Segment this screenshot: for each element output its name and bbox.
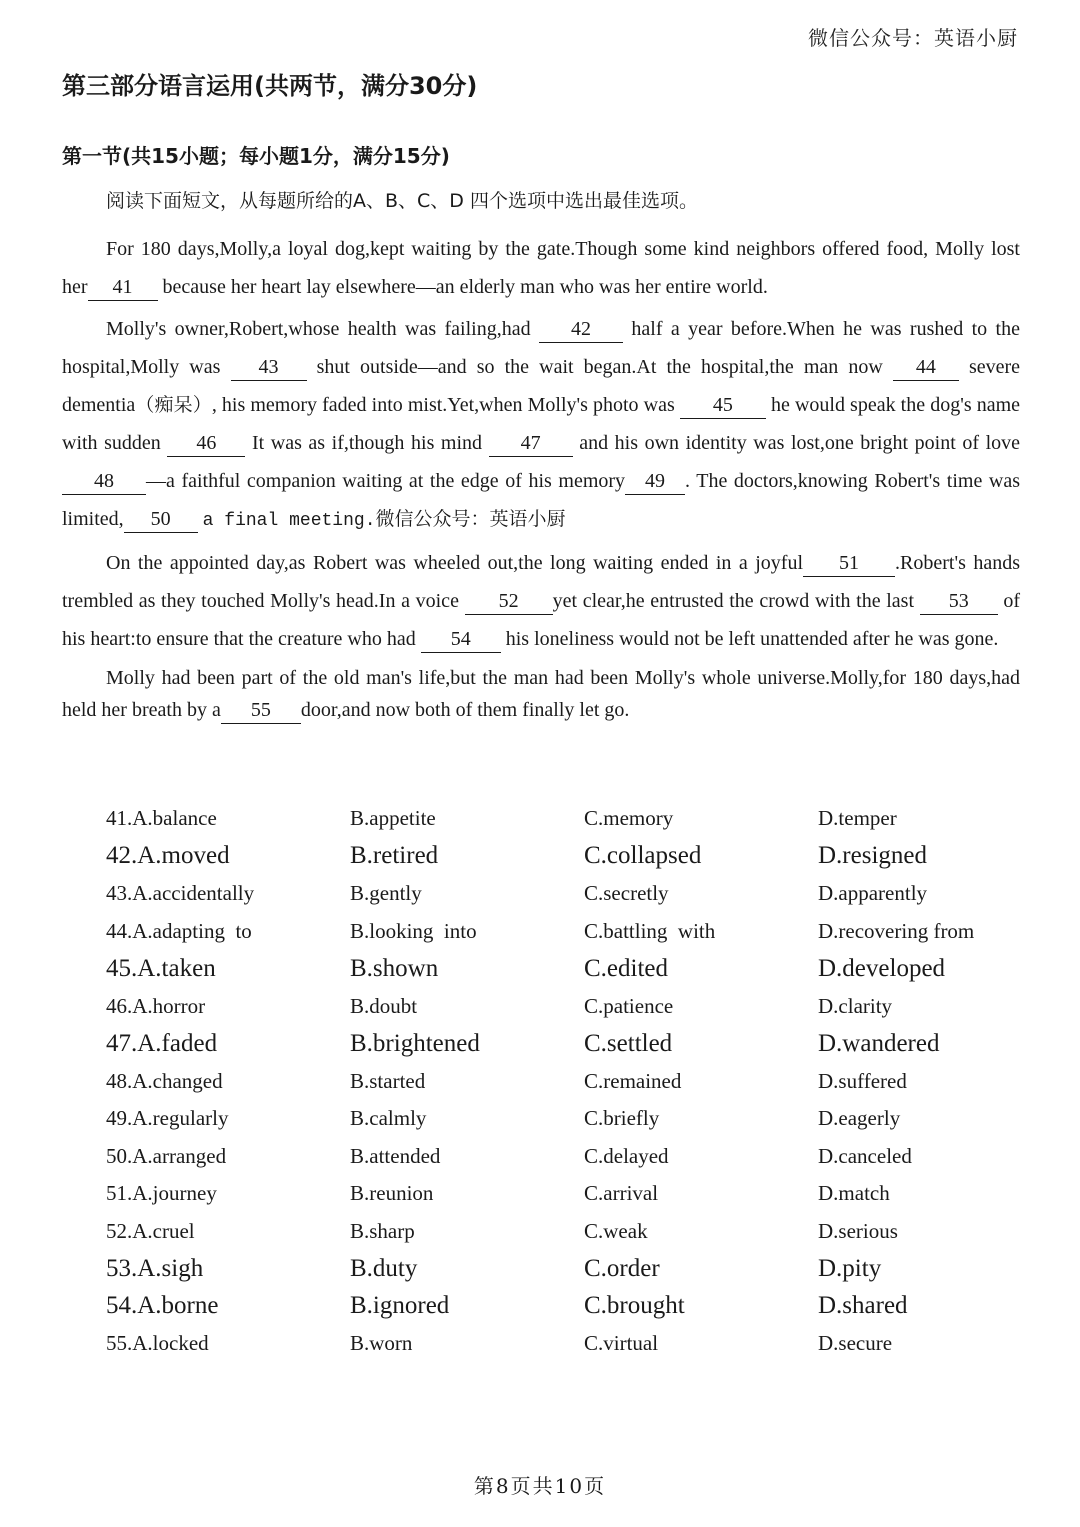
passage-text: his loneliness would not be left unattended after he was gone. <box>505 628 999 650</box>
option-b: B.shown <box>350 954 439 982</box>
blank-41: 41 <box>88 274 158 301</box>
option-b: B.worn <box>350 1331 413 1356</box>
option-a: 47.A.faded <box>106 1029 218 1057</box>
instruction: 阅读下面短文，从每题所给的A、B、C、D 四个选项中选出最佳选项。 <box>106 190 698 212</box>
blank-44: 44 <box>893 354 959 381</box>
option-d: D.clarity <box>818 993 893 1018</box>
option-c: C.remained <box>584 1068 682 1093</box>
option-row-42 <box>106 838 1026 876</box>
option-row-48 <box>106 1063 1026 1101</box>
blank-47: 47 <box>489 430 573 457</box>
option-c: C.collapsed <box>584 842 702 870</box>
option-b: B.doubt <box>350 993 418 1018</box>
blank-48: 48 <box>62 468 146 495</box>
option-b: B.attended <box>350 1143 441 1168</box>
paragraph-1 <box>62 230 1020 306</box>
option-d: D.recovering from <box>818 918 975 943</box>
option-b: B.appetite <box>350 806 436 831</box>
option-a: 54.A.borne <box>106 1292 219 1320</box>
blank-46: 46 <box>167 430 245 457</box>
option-c: C.weak <box>584 1218 648 1243</box>
passage-text: a final meeting. <box>202 511 376 531</box>
option-c: C.settled <box>584 1029 673 1057</box>
option-a: 53.A.sigh <box>106 1254 204 1282</box>
page-footer: 第8页共10页 <box>473 1474 607 1498</box>
watermark-header: 微信公众号：英语小厨 <box>808 26 1018 50</box>
option-row-55 <box>106 1325 1026 1363</box>
option-d: D.suffered <box>818 1068 907 1093</box>
option-b: B.reunion <box>350 1181 434 1206</box>
blank-49: 49 <box>625 468 685 495</box>
option-b: B.brightened <box>350 1029 480 1057</box>
option-d: D.match <box>818 1181 890 1206</box>
blank-51: 51 <box>803 550 895 577</box>
option-c: C.patience <box>584 993 674 1018</box>
option-c: C.arrival <box>584 1181 659 1206</box>
blank-42: 42 <box>539 316 623 343</box>
option-row-51 <box>106 1175 1026 1213</box>
annotation: （痴呆） <box>135 394 212 416</box>
option-d: D.pity <box>818 1254 882 1282</box>
blank-54: 54 <box>421 626 501 653</box>
paragraph-3 <box>62 544 1020 658</box>
option-b: B.started <box>350 1068 426 1093</box>
option-a: 43.A.accidentally <box>106 881 255 906</box>
option-a: 48.A.changed <box>106 1068 223 1093</box>
option-c: C.virtual <box>584 1331 659 1356</box>
option-row-45 <box>106 950 1026 988</box>
option-d: D.secure <box>818 1331 893 1356</box>
passage-text: half a year before.When he was rushed to the hospital,Molly was <box>62 318 1020 378</box>
option-a: 49.A.regularly <box>106 1106 229 1131</box>
option-d: D.apparently <box>818 881 928 906</box>
option-b: B.retired <box>350 842 439 870</box>
passage-text: Molly had been part of the old man's life,but the man had been Molly's whole universe.Molly,for 180 days,had held her breath by a <box>62 667 1020 721</box>
option-a: 46.A.horror <box>106 993 206 1018</box>
paragraph-2 <box>62 310 1020 540</box>
option-row-49 <box>106 1100 1026 1138</box>
option-d: D.temper <box>818 806 897 831</box>
option-a: 50.A.arranged <box>106 1143 227 1168</box>
option-row-50 <box>106 1138 1026 1176</box>
paragraph-4 <box>62 662 1020 726</box>
option-c: C.battling with <box>584 918 716 943</box>
passage-text: of his heart:to ensure that the creature who had <box>62 590 1021 650</box>
section-title: 第三部分语言运用(共两节，满分30分) <box>62 72 478 100</box>
subsection-title: 第一节(共15小题；每小题1分，满分15分) <box>62 144 450 168</box>
blank-53: 53 <box>920 588 998 615</box>
passage-text: It was as if,though his mind <box>251 432 483 454</box>
blank-52: 52 <box>465 588 553 615</box>
blank-50: 50 <box>124 506 198 533</box>
option-d: D.canceled <box>818 1143 912 1168</box>
option-c: C.memory <box>584 806 674 831</box>
passage-text: On the appointed day,as Robert was wheeled out,the long waiting ended in a joyful <box>106 552 804 574</box>
passage-text: —a faithful companion waiting at the edge of his memory <box>146 470 626 492</box>
option-d: D.shared <box>818 1292 908 1320</box>
option-a: 42.A.moved <box>106 842 230 870</box>
option-row-46 <box>106 988 1026 1026</box>
option-row-53 <box>106 1250 1026 1288</box>
blank-55: 55 <box>221 697 301 724</box>
passage-text: Molly's owner,Robert,whose health was failing,had <box>106 318 531 340</box>
option-c: C.briefly <box>584 1106 660 1131</box>
passage-text: yet clear,he entrusted the crowd with the last <box>552 590 915 612</box>
passage-text: , his memory faded into mist.Yet,when Molly's photo was <box>211 394 675 416</box>
option-row-44 <box>106 913 1026 951</box>
option-d: D.developed <box>818 954 946 982</box>
passage-text: because her heart lay elsewhere—an elderly man who was her entire world. <box>162 276 768 298</box>
passage-text: severe dementia <box>62 356 1021 416</box>
option-row-52 <box>106 1213 1026 1251</box>
option-b: B.duty <box>350 1254 418 1282</box>
option-b: B.looking into <box>350 918 477 943</box>
option-c: C.secretly <box>584 881 669 906</box>
cloze-passage <box>62 230 1020 730</box>
option-b: B.ignored <box>350 1292 450 1320</box>
option-d: D.wandered <box>818 1029 940 1057</box>
option-row-47 <box>106 1025 1026 1063</box>
option-d: D.resigned <box>818 842 927 870</box>
option-c: C.edited <box>584 954 669 982</box>
option-d: D.eagerly <box>818 1106 901 1131</box>
option-b: B.gently <box>350 881 422 906</box>
blank-45: 45 <box>680 392 766 419</box>
option-b: B.calmly <box>350 1106 427 1131</box>
passage-text: door,and now both of them finally let go. <box>300 699 630 721</box>
option-a: 45.A.taken <box>106 954 216 982</box>
inline-watermark: 微信公众号：英语小厨 <box>375 508 566 530</box>
option-d: D.serious <box>818 1218 898 1243</box>
blank-43: 43 <box>231 354 307 381</box>
option-a: 52.A.cruel <box>106 1218 195 1243</box>
option-c: C.brought <box>584 1292 685 1320</box>
options-list <box>106 800 1026 1363</box>
passage-text: .Robert's hands trembled as they touched Molly's head.In a voice <box>62 552 1021 612</box>
passage-text: . The doctors,knowing Robert's time was limited, <box>62 470 1020 530</box>
passage-text: For 180 days,Molly,a loyal dog,kept waiting by the gate.Though some kind neighbors offered food, Molly lost her <box>62 238 1020 298</box>
option-row-41 <box>106 800 1026 838</box>
option-a: 41.A.balance <box>106 806 217 831</box>
option-c: C.delayed <box>584 1143 669 1168</box>
option-row-54 <box>106 1288 1026 1326</box>
passage-text: shut outside—and so the wait began.At the hospital,the man now <box>316 356 883 378</box>
option-a: 55.A.locked <box>106 1331 209 1356</box>
passage-text: and his own identity was lost,one bright point of love <box>579 432 1021 454</box>
option-row-43 <box>106 875 1026 913</box>
option-a: 44.A.adapting to <box>106 918 252 943</box>
passage-text: he would speak the dog's name with sudden <box>62 394 1021 454</box>
option-c: C.order <box>584 1254 660 1282</box>
option-b: B.sharp <box>350 1218 415 1243</box>
option-a: 51.A.journey <box>106 1181 217 1206</box>
